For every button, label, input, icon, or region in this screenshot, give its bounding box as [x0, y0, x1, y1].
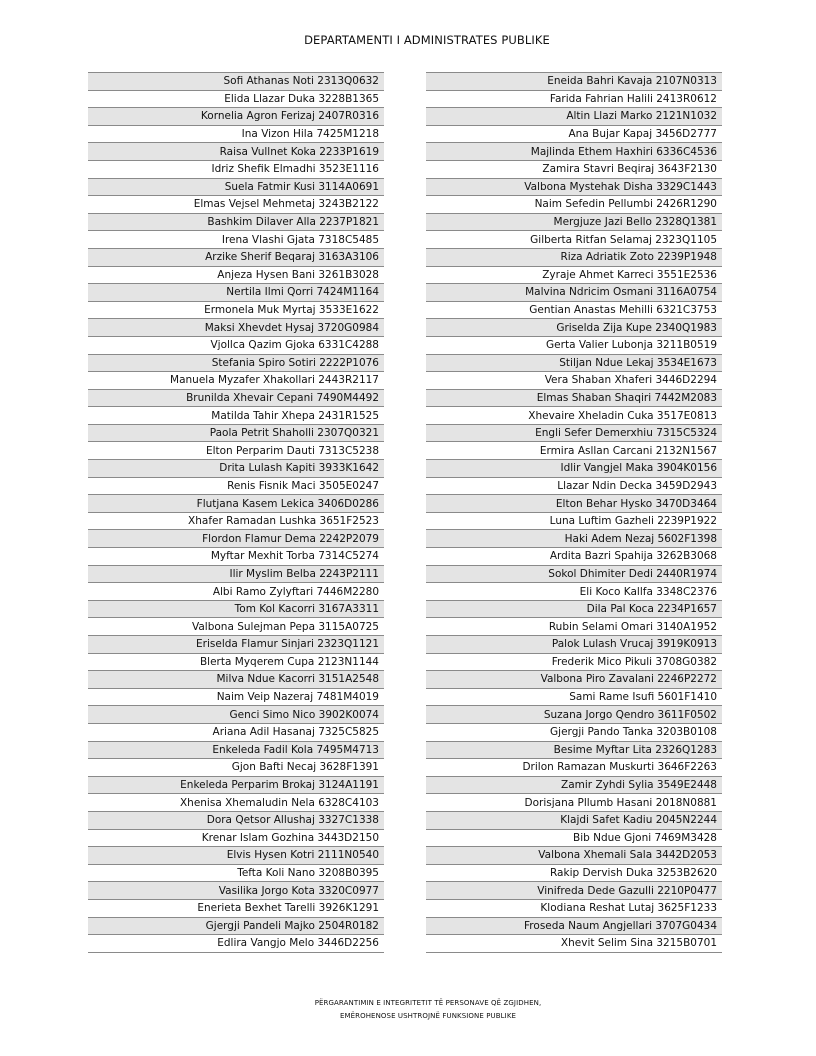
list-item: Raisa Vullnet Koka 2233P1619: [88, 143, 384, 161]
list-item: Valbona Piro Zavalani 2246P2272: [426, 671, 722, 689]
list-item: Engli Sefer Demerxhiu 7315C5324: [426, 425, 722, 443]
list-item: Albi Ramo Zylyftari 7446M2280: [88, 583, 384, 601]
list-item: Tefta Koli Nano 3208B0395: [88, 865, 384, 883]
list-item: Llazar Ndin Decka 3459D2943: [426, 478, 722, 496]
list-item: Valbona Sulejman Pepa 3115A0725: [88, 618, 384, 636]
right-name-list: [426, 72, 722, 953]
list-item: Vera Shaban Xhaferi 3446D2294: [426, 372, 722, 390]
list-item: Flordon Flamur Dema 2242P2079: [88, 530, 384, 548]
list-item: Zamir Zyhdi Sylia 3549E2448: [426, 777, 722, 795]
list-item: Gentian Anastas Mehilli 6321C3753: [426, 302, 722, 320]
list-item: Krenar Islam Gozhina 3443D2150: [88, 830, 384, 848]
list-item: Xhenisa Xhemaludin Nela 6328C4103: [88, 794, 384, 812]
list-item: Rakip Dervish Duka 3253B2620: [426, 865, 722, 883]
list-item: Enkeleda Fadil Kola 7495M4713: [88, 742, 384, 760]
footer-line-2: EMËROHENOSE USHTROJNË FUNKSIONE PUBLIKE: [339, 1011, 517, 1020]
list-item: Rubin Selami Omari 3140A1952: [426, 618, 722, 636]
list-item: Riza Adriatik Zoto 2239P1948: [426, 249, 722, 267]
list-item: Xhevaire Xheladin Cuka 3517E0813: [426, 407, 722, 425]
list-item: Mergjuze Jazi Bello 2328Q1381: [426, 214, 722, 232]
list-item: Zyraje Ahmet Karreci 3551E2536: [426, 267, 722, 285]
list-item: Anjeza Hysen Bani 3261B3028: [88, 267, 384, 285]
list-item: Klajdi Safet Kadiu 2045N2244: [426, 812, 722, 830]
list-item: Arzike Sherif Beqaraj 3163A3106: [88, 249, 384, 267]
list-item: Tom Kol Kacorri 3167A3311: [88, 601, 384, 619]
list-item: Farida Fahrian Halili 2413R0612: [426, 91, 722, 109]
list-item: Nertila Ilmi Qorri 7424M1164: [88, 284, 384, 302]
list-item: Gjergji Pando Tanka 3203B0108: [426, 724, 722, 742]
list-item: Besime Myftar Lita 2326Q1283: [426, 742, 722, 760]
list-item: Bib Ndue Gjoni 7469M3428: [426, 830, 722, 848]
list-item: Haki Adem Nezaj 5602F1398: [426, 530, 722, 548]
list-item: Sami Rame Isufi 5601F1410: [426, 689, 722, 707]
list-item: Malvina Ndricim Osmani 3116A0754: [426, 284, 722, 302]
list-item: Manuela Myzafer Xhakollari 2443R2117: [88, 372, 384, 390]
list-item: Klodiana Reshat Lutaj 3625F1233: [426, 900, 722, 918]
list-item: Luna Luftim Gazheli 2239P1922: [426, 513, 722, 531]
list-item: Xhevit Selim Sina 3215B0701: [426, 935, 722, 953]
list-item: Elmas Shaban Shaqiri 7442M2083: [426, 390, 722, 408]
list-item: Naim Sefedin Pellumbi 2426R1290: [426, 196, 722, 214]
list-item: Kornelia Agron Ferizaj 2407R0316: [88, 108, 384, 126]
list-item: Froseda Naum Angjellari 3707G0434: [426, 918, 722, 936]
list-item: Idlir Vangjel Maka 3904K0156: [426, 460, 722, 478]
list-item: Maksi Xhevdet Hysaj 3720G0984: [88, 319, 384, 337]
list-item: Blerta Myqerem Cupa 2123N1144: [88, 654, 384, 672]
list-item: Zamira Stavri Beqiraj 3643F2130: [426, 161, 722, 179]
list-item: Frederik Mico Pikuli 3708G0382: [426, 654, 722, 672]
list-item: Stefania Spiro Sotiri 2222P1076: [88, 355, 384, 373]
list-item: Majlinda Ethem Haxhiri 6336C4536: [426, 143, 722, 161]
list-item: Suzana Jorgo Qendro 3611F0502: [426, 706, 722, 724]
list-item: Vasilika Jorgo Kota 3320C0977: [88, 882, 384, 900]
list-item: Dila Pal Koca 2234P1657: [426, 601, 722, 619]
list-item: Milva Ndue Kacorri 3151A2548: [88, 671, 384, 689]
list-item: Elmas Vejsel Mehmetaj 3243B2122: [88, 196, 384, 214]
list-item: Genci Simo Nico 3902K0074: [88, 706, 384, 724]
list-item: Gilberta Ritfan Selamaj 2323Q1105: [426, 231, 722, 249]
list-item: Ermira Asllan Carcani 2132N1567: [426, 442, 722, 460]
list-item: Gerta Valier Lubonja 3211B0519: [426, 337, 722, 355]
list-item: Paola Petrit Shaholli 2307Q0321: [88, 425, 384, 443]
list-item: Brunilda Xhevair Cepani 7490M4492: [88, 390, 384, 408]
list-item: Ariana Adil Hasanaj 7325C5825: [88, 724, 384, 742]
list-item: Stiljan Ndue Lekaj 3534E1673: [426, 355, 722, 373]
list-item: Naim Veip Nazeraj 7481M4019: [88, 689, 384, 707]
list-item: Enerieta Bexhet Tarelli 3926K1291: [88, 900, 384, 918]
list-item: Palok Lulash Vrucaj 3919K0913: [426, 636, 722, 654]
list-item: Ana Bujar Kapaj 3456D2777: [426, 126, 722, 144]
footer: [0, 997, 816, 1022]
list-item: Gjon Bafti Necaj 3628F1391: [88, 759, 384, 777]
list-item: Elida Llazar Duka 3228B1365: [88, 91, 384, 109]
list-item: Vinifreda Dede Gazulli 2210P0477: [426, 882, 722, 900]
list-item: Drita Lulash Kapiti 3933K1642: [88, 460, 384, 478]
list-item: Enkeleda Perparim Brokaj 3124A1191: [88, 777, 384, 795]
list-item: Sofi Athanas Noti 2313Q0632: [88, 73, 384, 91]
list-item: Valbona Mystehak Disha 3329C1443: [426, 179, 722, 197]
list-item: Dora Qetsor Allushaj 3327C1338: [88, 812, 384, 830]
list-item: Dorisjana Pllumb Hasani 2018N0881: [426, 794, 722, 812]
list-item: Suela Fatmir Kusi 3114A0691: [88, 179, 384, 197]
list-item: Eriselda Flamur Sinjari 2323Q1121: [88, 636, 384, 654]
list-item: Elton Perparim Dauti 7313C5238: [88, 442, 384, 460]
list-item: Flutjana Kasem Lekica 3406D0286: [88, 495, 384, 513]
list-item: Eli Koco Kallfa 3348C2376: [426, 583, 722, 601]
list-item: Eneida Bahri Kavaja 2107N0313: [426, 73, 722, 91]
list-item: Bashkim Dilaver Alla 2237P1821: [88, 214, 384, 232]
list-item: Xhafer Ramadan Lushka 3651F2523: [88, 513, 384, 531]
list-item: Ermonela Muk Myrtaj 3533E1622: [88, 302, 384, 320]
list-item: Gjergji Pandeli Majko 2504R0182: [88, 918, 384, 936]
page-title: DEPARTAMENTI I ADMINISTRATES PUBLIKE: [304, 33, 550, 47]
list-item: Irena Vlashi Gjata 7318C5485: [88, 231, 384, 249]
list-item: Idriz Shefik Elmadhi 3523E1116: [88, 161, 384, 179]
left-name-list: [88, 72, 384, 953]
list-item: Griselda Zija Kupe 2340Q1983: [426, 319, 722, 337]
list-item: Edlira Vangjo Melo 3446D2256: [88, 935, 384, 953]
list-item: Myftar Mexhit Torba 7314C5274: [88, 548, 384, 566]
list-item: Sokol Dhimiter Dedi 2440R1974: [426, 566, 722, 584]
list-item: Elton Behar Hysko 3470D3464: [426, 495, 722, 513]
list-item: Vjollca Qazim Gjoka 6331C4288: [88, 337, 384, 355]
list-item: Altin Llazi Marko 2121N1032: [426, 108, 722, 126]
list-item: Ina Vizon Hila 7425M1218: [88, 126, 384, 144]
list-item: Elvis Hysen Kotri 2111N0540: [88, 847, 384, 865]
list-item: Ardita Bazri Spahija 3262B3068: [426, 548, 722, 566]
list-item: Drilon Ramazan Muskurti 3646F2263: [426, 759, 722, 777]
list-item: Renis Fisnik Maci 3505E0247: [88, 478, 384, 496]
list-item: Matilda Tahir Xhepa 2431R1525: [88, 407, 384, 425]
footer-line-1: PËRGARANTIMIN E INTEGRITETIT TË PERSONAVE QË ZGJIDHEN,: [314, 999, 542, 1007]
list-item: Valbona Xhemali Sala 3442D2053: [426, 847, 722, 865]
list-item: Ilir Myslim Belba 2243P2111: [88, 566, 384, 584]
